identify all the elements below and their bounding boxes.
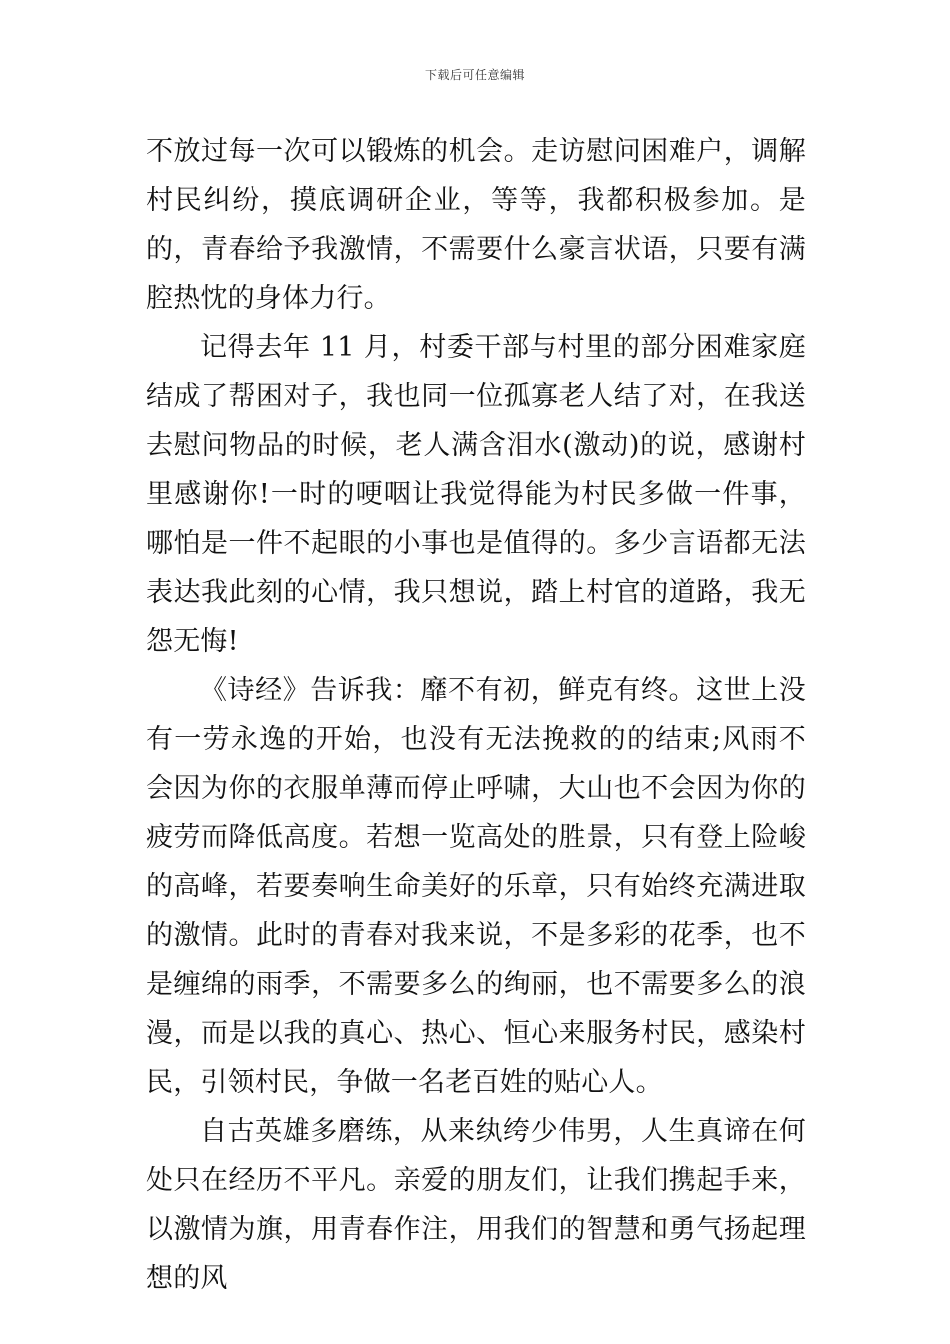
paragraph-2: 记得去年 11 月，村委干部与村里的部分困难家庭结成了帮困对子，我也同一位孤寡老人结了对，在我送去慰问物品的时候，老人满含泪水(激动)的说，感谢村里感谢你!一时的哽咽让我觉得能为村民多做一件事，哪怕是一件不起眼的小事也是值得的。多少言语都无法表达我此刻的心情，我只想说，踏上村官的道路，我无怨无悔!: [146, 332, 806, 657]
paragraph-3: 《诗经》告诉我：靡不有初，鲜克有终。这世上没有一劳永逸的开始，也没有无法挽救的的结束;风雨不会因为你的衣服单薄而停止呼啸，大山也不会因为你的疲劳而降低高度。若想一览高处的胜景，只有登上险峻的高峰，若要奏响生命美好的乐章，只有始终充满进取的激情。此时的青春对我来说，不是多彩的花季，也不是缠绵的雨季，不需要多么的绚丽，也不需要多么的浪漫，而是以我的真心、热心、恒心来服务村民，感染村民，引领村民，争做一名老百姓的贴心人。: [146, 675, 806, 1098]
document-body: [146, 127, 806, 1303]
paragraph-1: 不放过每一次可以锻炼的机会。走访慰问困难户，调解村民纠纷，摸底调研企业，等等，我都积极参加。是的，青春给予我激情，不需要什么豪言状语，只要有满腔热忱的身体力行。: [146, 136, 806, 314]
paragraph-4: 自古英雄多磨练，从来纨绔少伟男，人生真谛在何处只在经历不平凡。亲爱的朋友们，让我们携起手来，以激情为旗，用青春作注，用我们的智慧和勇气扬起理想的风: [146, 1116, 806, 1294]
page-header: 下载后可任意编辑: [424, 68, 525, 82]
